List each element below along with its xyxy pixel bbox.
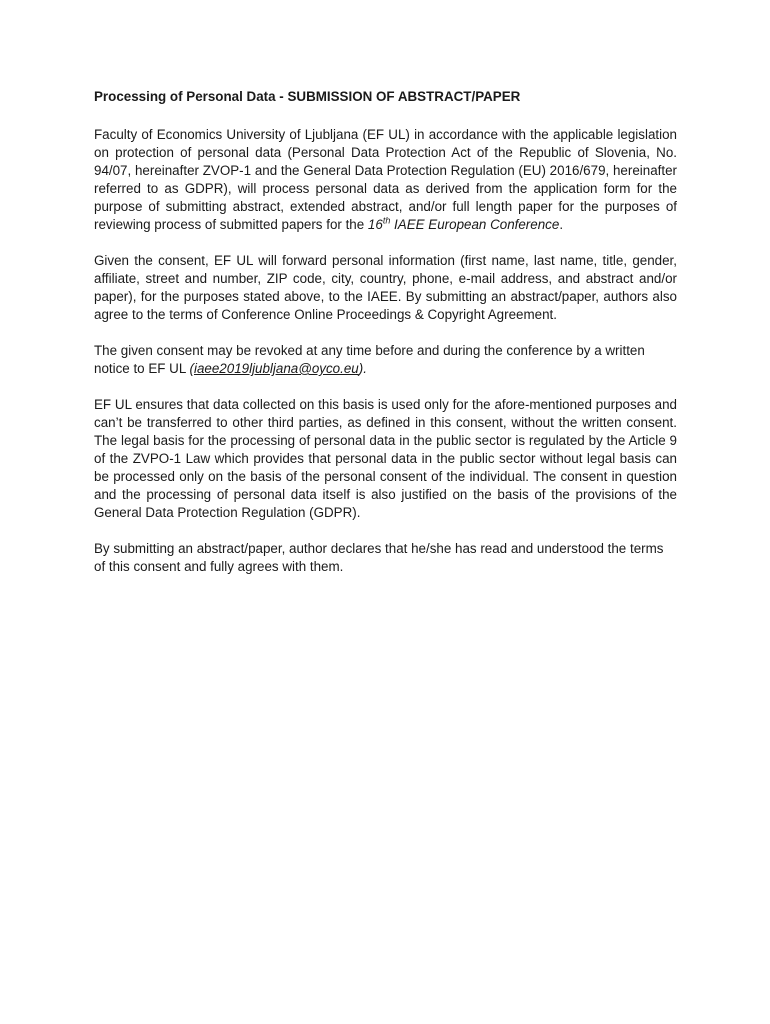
paragraph-3-text: The given consent may be revoked at any time before and during the conference by a written notice to EF UL bbox=[94, 343, 645, 376]
conference-ordinal-number: 16 bbox=[367, 217, 383, 232]
email-close: ). bbox=[358, 361, 367, 376]
document-page bbox=[94, 88, 677, 594]
contact-email-link[interactable]: iaee2019ljubljana@oyco.eu bbox=[193, 361, 359, 376]
paragraph-data-forwarding: Given the consent, EF UL will forward personal information (first name, last name, title, gender, affiliate, street and number, ZIP code, city, country, phone, e-mail address, and abstract and/or paper), for the purposes stated above, to the IAEE. By submitting an abstract/paper, authors also agree to the terms of Conference Online Proceedings & Copyright Agreement. bbox=[94, 253, 677, 322]
conference-ordinal-suffix: th bbox=[382, 215, 391, 226]
paragraph-1-text: Faculty of Economics University of Ljubljana (EF UL) in accordance with the applicable legislation on protection of personal data (Personal Data Protection Act of the Republic of Slovenia, No. 94/07, hereinafter ZVOP-1 and the General Data Protection Regulation (EU) 2016/679, hereinafter referred to as GDPR), will process personal data as derived from the application form for the purpose of submitting abstract, extended abstract, and/or full length paper for the purposes of reviewing process of submitted papers for the bbox=[94, 127, 677, 232]
paragraph-legal-basis: EF UL ensures that data collected on this basis is used only for the afore-mentioned purposes and can’t be transferred to other third parties, as defined in this consent, without the written consent. The legal basis for the processing of personal data in the public sector is regulated by the Article 9 of the ZVPO-1 Law which provides that personal data in the public sector without legal basis can be processed only on the basis of the personal consent of the individual. The consent in question and the processing of personal data itself is also justified on the basis of the provisions of the General Data Protection Regulation (GDPR). bbox=[94, 397, 677, 520]
email-open-paren: ( bbox=[189, 361, 194, 376]
paragraph-consent-revocation bbox=[94, 342, 677, 378]
paragraph-1-end: . bbox=[559, 217, 564, 232]
conference-name: IAEE European Conference bbox=[390, 217, 560, 232]
paragraph-processing-purpose bbox=[94, 126, 677, 234]
paragraph-author-declaration: By submitting an abstract/paper, author declares that he/she has read and understood the terms of this consent and fully agrees with them. bbox=[94, 541, 664, 574]
document-title: Processing of Personal Data - SUBMISSION OF ABSTRACT/PAPER bbox=[94, 89, 521, 104]
conference-reference bbox=[368, 217, 559, 232]
